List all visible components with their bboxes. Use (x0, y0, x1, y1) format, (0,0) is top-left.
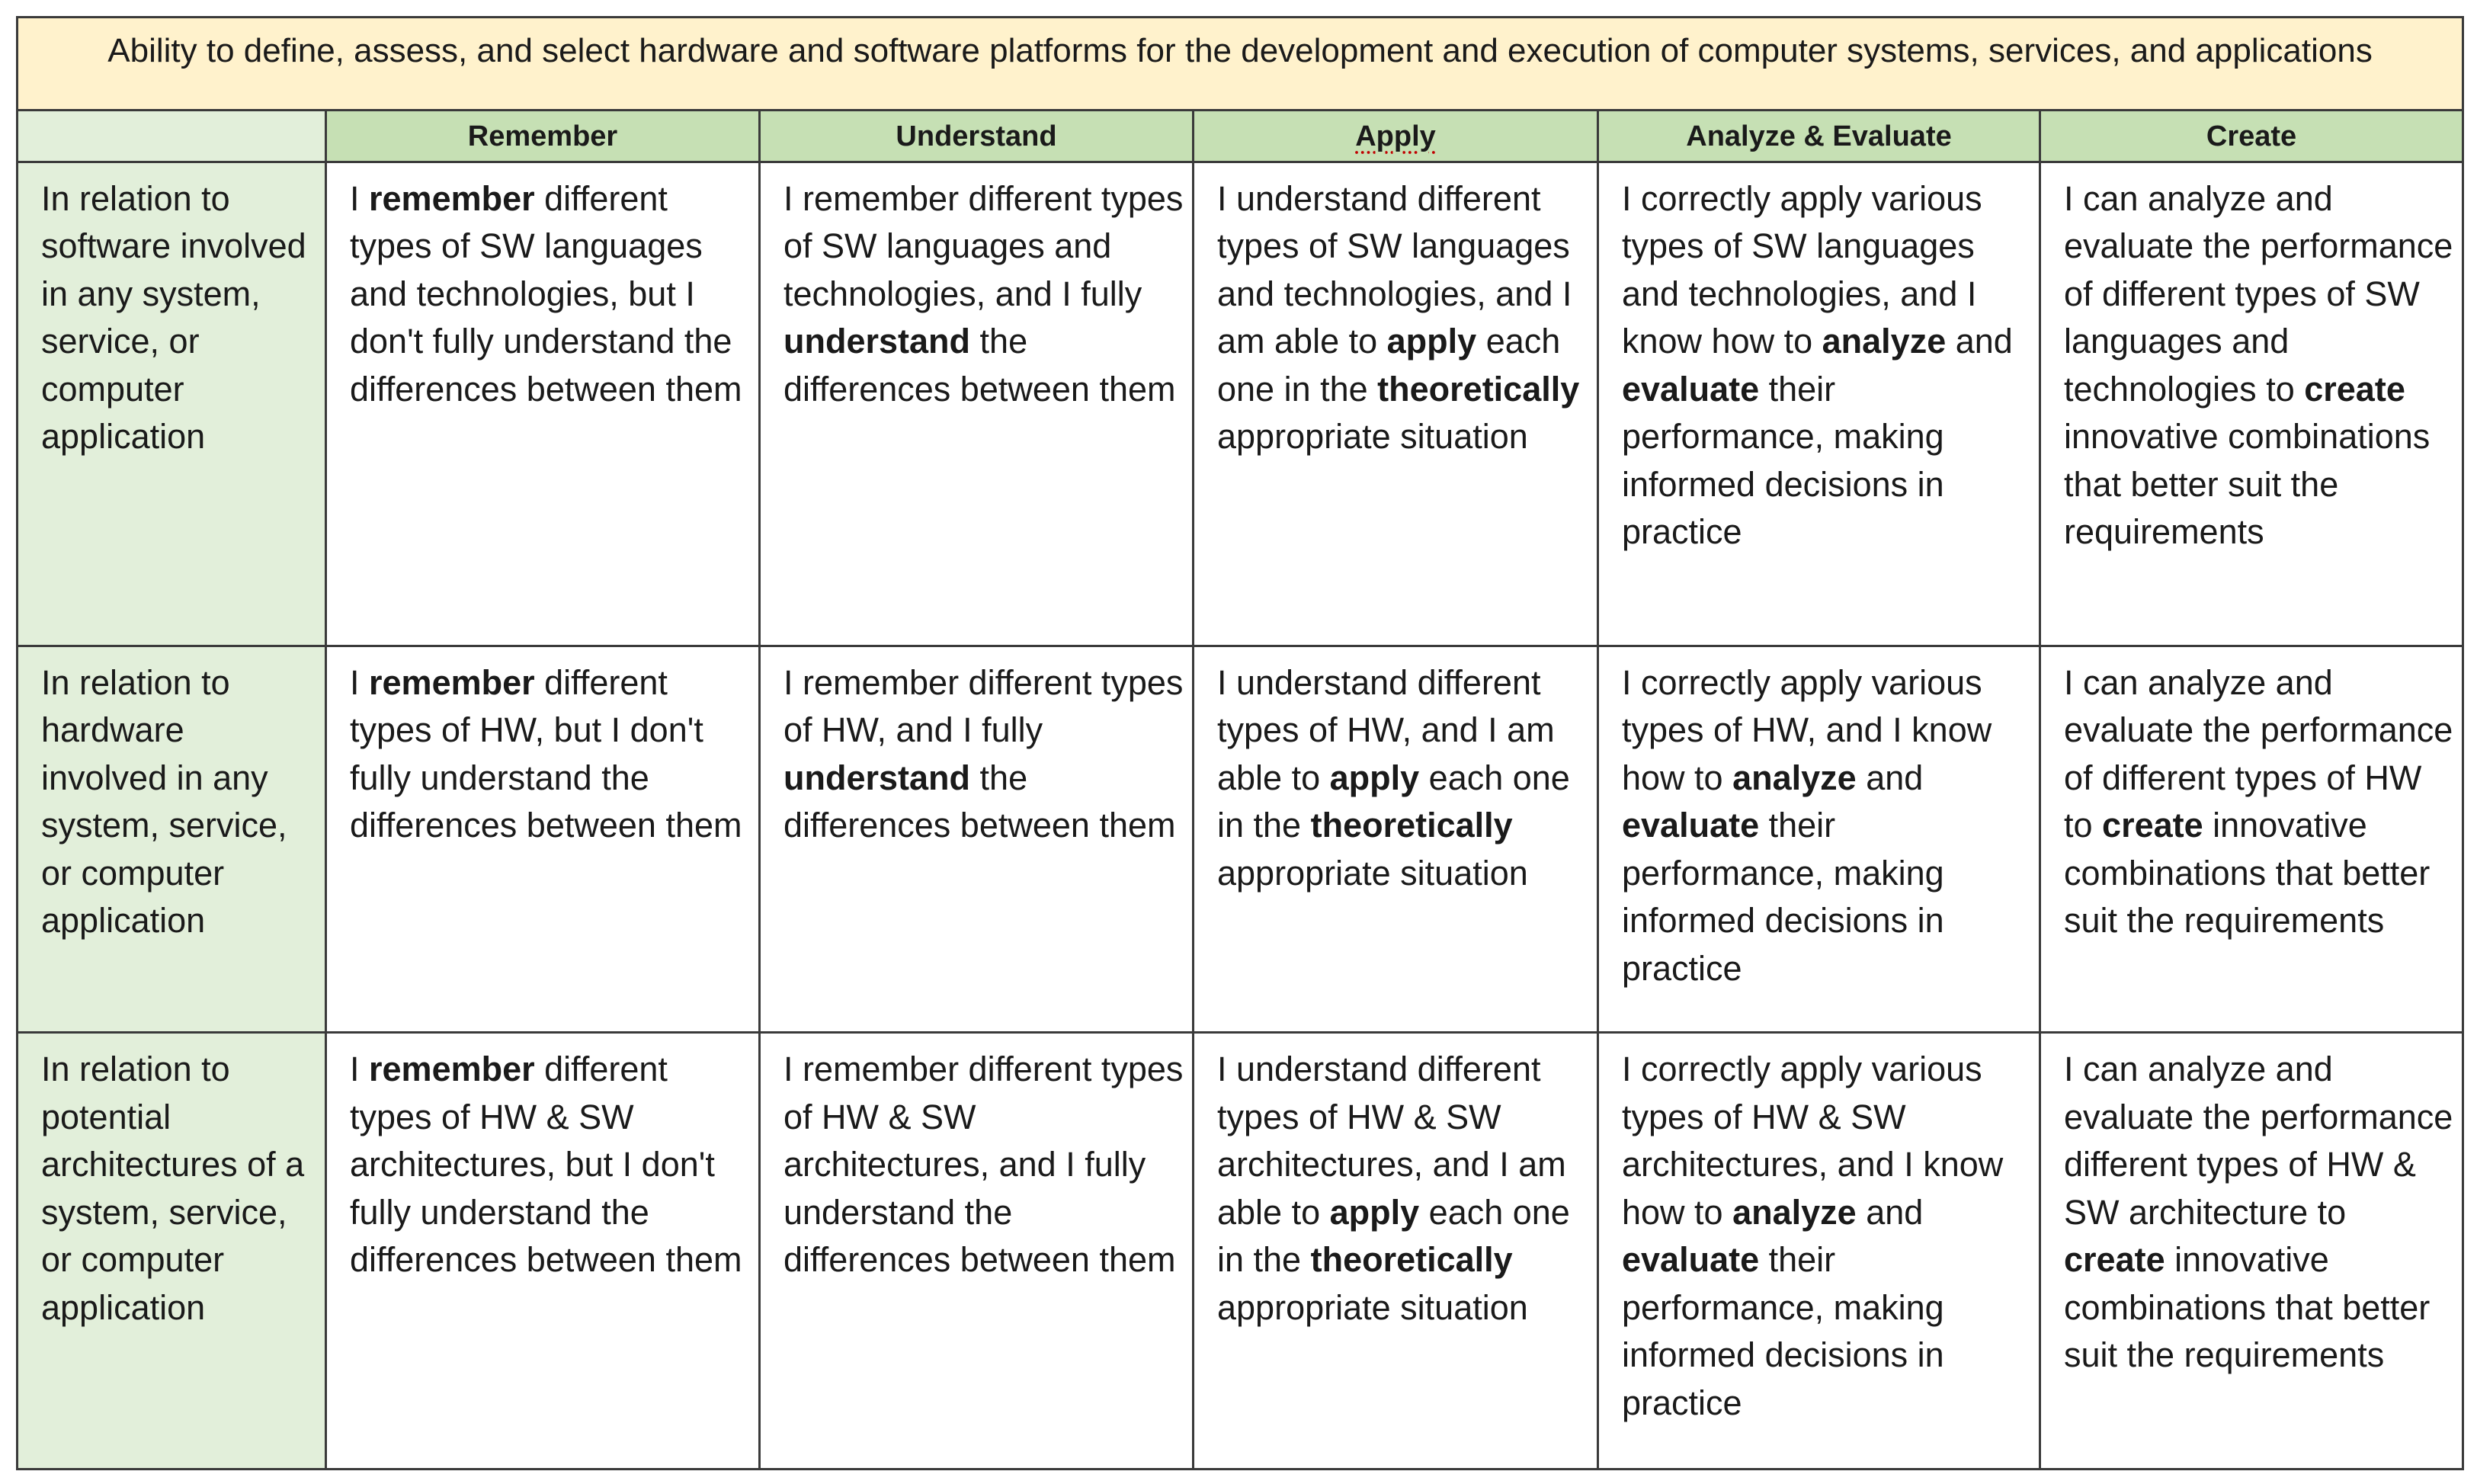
emphasis-keyword: evaluate (1622, 369, 1760, 409)
rubric-cell-create (2040, 646, 2463, 1032)
level-header-create: Create (2040, 111, 2463, 162)
level-header-understand: Understand (760, 111, 1194, 162)
cell-text: different types of HW, but I don't fully understand the differences between them (350, 662, 742, 845)
cell-text: innovative combinations that better suit the requirements (2064, 1240, 2431, 1375)
rubric-row (18, 1033, 2463, 1470)
cell-text: I understand different types of SW languages and technologies, and I am able to (1217, 178, 1572, 361)
cell-text: I can analyze and evaluate the performance of different types of SW languages and technologies to (2064, 178, 2453, 409)
rubric-cell-remember (326, 162, 760, 646)
emphasis-keyword: remember (369, 662, 535, 702)
row-topic: In relation to software involved in any system, service, or computer application (18, 162, 326, 646)
emphasis-keyword: create (2064, 1240, 2165, 1280)
rubric-cell-analyze-evaluate (1598, 162, 2040, 646)
rubric-cell-create (2040, 1033, 2463, 1470)
cell-text: appropriate situation (1217, 417, 1528, 457)
cell-text: I understand different types of HW, and I am able to (1217, 662, 1555, 797)
emphasis-keyword: remember (369, 1050, 535, 1089)
cell-text: I (350, 1050, 370, 1089)
cell-text: I understand different types of HW & SW architectures, and I am able to (1217, 1050, 1566, 1232)
rubric-title: Ability to define, assess, and select hardware and software platforms for the development and execution of computer systems, services, and applications (18, 18, 2463, 111)
level-header-remember: Remember (326, 111, 760, 162)
cell-text: I remember different types of HW, and I fully (783, 662, 1184, 750)
cell-text: their performance, making informed decisions in practice (1622, 1240, 1944, 1422)
emphasis-keyword: create (2304, 369, 2405, 409)
emphasis-keyword: evaluate (1622, 806, 1760, 845)
cell-text: different types of SW languages and technologies, but I don't fully understand the differences between them (350, 178, 742, 409)
rubric-cell-understand (760, 162, 1194, 646)
cell-text: innovative combinations that better suit the requirements (2064, 806, 2431, 941)
emphasis-keyword: understand (783, 322, 971, 361)
cell-text: the differences between them (783, 758, 1176, 845)
cell-text: I correctly apply various types of HW, and I know how to (1622, 662, 1992, 797)
level-header-apply: Apply (1194, 111, 1598, 162)
emphasis-keyword: create (2102, 806, 2203, 845)
cell-text: each one in the (1217, 1192, 1570, 1280)
cell-text: the differences between them (783, 322, 1176, 409)
emphasis-keyword: theoretically (1377, 369, 1580, 409)
emphasis-keyword: analyze (1732, 758, 1857, 797)
row-topic: In relation to hardware involved in any system, service, or computer application (18, 646, 326, 1032)
cell-text: I can analyze and evaluate the performance of different types of HW to (2064, 662, 2453, 845)
level-header-analyze-evaluate: Analyze & Evaluate (1598, 111, 2040, 162)
rubric-cell-apply (1194, 1033, 1598, 1470)
cell-text: I remember different types of HW & SW architectures, and I fully understand the differences between them (783, 1050, 1184, 1280)
rubric-cell-apply (1194, 646, 1598, 1032)
level-header-row (18, 111, 2463, 162)
rubric-cell-analyze-evaluate (1598, 646, 2040, 1032)
cell-text: I remember different types of SW languages and technologies, and I fully (783, 178, 1184, 313)
emphasis-keyword: apply (1329, 1192, 1420, 1232)
cell-text: I correctly apply various types of SW languages and technologies, and I know how to (1622, 178, 1982, 361)
cell-text: each one in the (1217, 758, 1570, 845)
rubric-cell-remember (326, 1033, 760, 1470)
cell-text: each one in the (1217, 322, 1561, 409)
rubric-cell-understand (760, 1033, 1194, 1470)
competency-rubric-table (16, 16, 2464, 1470)
cell-text: I (350, 178, 370, 218)
rubric-cell-remember (326, 646, 760, 1032)
cell-text: different types of HW & SW architectures, but I don't fully understand the differences between them (350, 1050, 742, 1280)
cell-text: appropriate situation (1217, 1287, 1528, 1327)
emphasis-keyword: evaluate (1622, 1240, 1760, 1280)
cell-text: their performance, making informed decisions in practice (1622, 369, 1944, 552)
cell-text: and (1946, 322, 2013, 361)
cell-text: and (1856, 758, 1924, 797)
rubric-row (18, 162, 2463, 646)
emphasis-keyword: apply (1386, 322, 1477, 361)
emphasis-keyword: analyze (1822, 322, 1947, 361)
cell-text: I correctly apply various types of HW & SW architectures, and I know how to (1622, 1050, 2004, 1232)
row-topic: In relation to potential architectures of a system, service, or computer application (18, 1033, 326, 1470)
emphasis-keyword: theoretically (1310, 806, 1513, 845)
corner-cell (18, 111, 326, 162)
rubric-cell-create (2040, 162, 2463, 646)
emphasis-keyword: understand (783, 758, 971, 797)
rubric-cell-apply (1194, 162, 1598, 646)
emphasis-keyword: remember (369, 178, 535, 218)
emphasis-keyword: apply (1329, 758, 1420, 797)
cell-text: I can analyze and evaluate the performance different types of HW & SW architecture to (2064, 1050, 2453, 1232)
rubric-cell-understand (760, 646, 1194, 1032)
cell-text: I (350, 662, 370, 702)
cell-text: appropriate situation (1217, 853, 1528, 893)
emphasis-keyword: theoretically (1310, 1240, 1513, 1280)
cell-text: and (1856, 1192, 1924, 1232)
rubric-row (18, 646, 2463, 1032)
cell-text: innovative combinations that better suit the requirements (2064, 417, 2431, 552)
rubric-cell-analyze-evaluate (1598, 1033, 2040, 1470)
title-row (18, 18, 2463, 111)
emphasis-keyword: analyze (1732, 1192, 1857, 1232)
cell-text: their performance, making informed decisions in practice (1622, 806, 1944, 988)
